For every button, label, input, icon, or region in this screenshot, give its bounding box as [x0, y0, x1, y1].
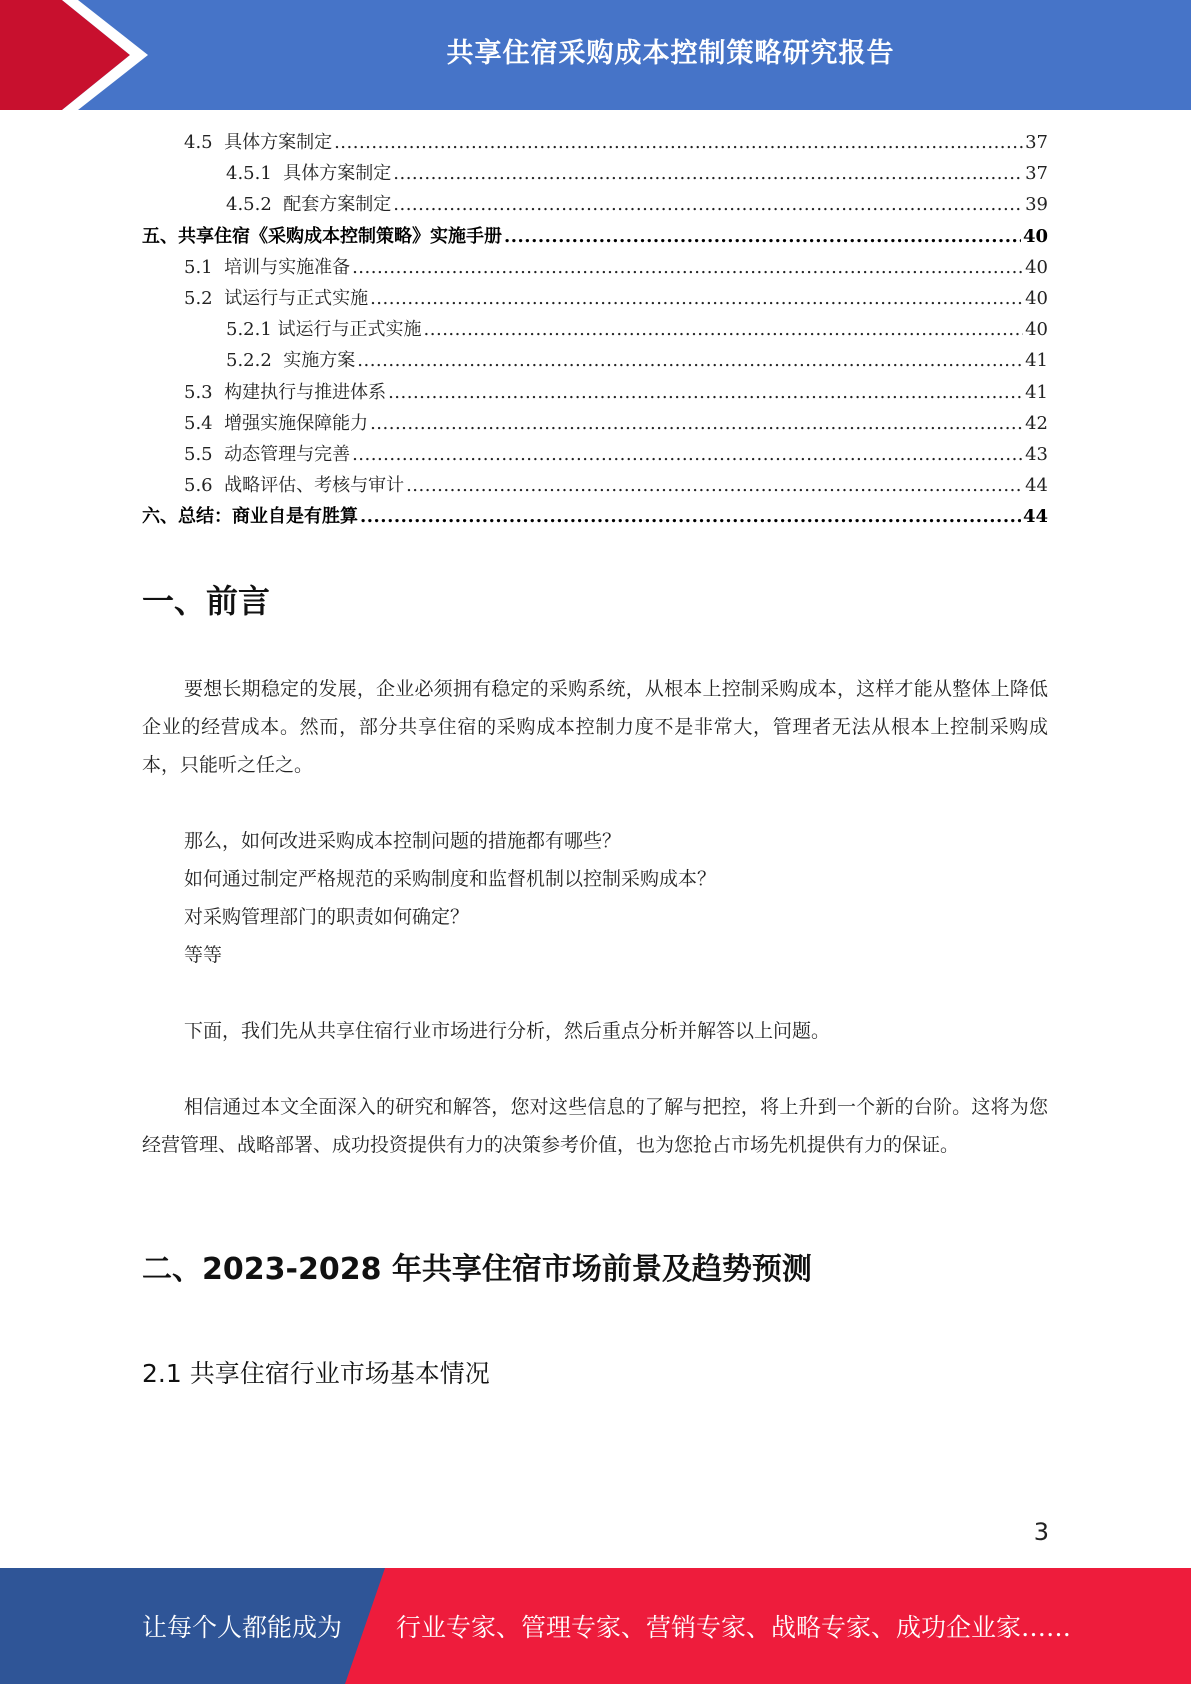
toc-entry[interactable]: [142, 378, 1048, 409]
paragraph: 相信通过本文全面深入的研究和解答，您对这些信息的了解与把控，将上升到一个新的台阶。这将为您经营管理、战略部署、成功投资提供有力的决策参考价值，也为您抢占市场先机提供有力的保证。: [142, 1096, 1048, 1156]
toc-entry[interactable]: [142, 159, 1048, 190]
toc-entry-label: 五、共享住宿《采购成本控制策略》实施手册: [142, 225, 502, 247]
toc-entry-label: 5.2.1 试运行与正式实施: [226, 319, 422, 341]
paragraph: 要想长期稳定的发展，企业必须拥有稳定的采购系统，从根本上控制采购成本，这样才能从整体上降低企业的经营成本。然而，部分共享住宿的采购成本控制力度不是非常大，管理者无法从根本上控制采购成本，只能听之任之。: [142, 678, 1048, 776]
toc-entry[interactable]: [142, 253, 1048, 284]
toc-entry-label: 5.2 试运行与正式实施: [184, 287, 369, 309]
footer-slogan-right: 行业专家、管理专家、营销专家、战略专家、成功企业家……: [396, 1613, 1072, 1642]
section-heading-forecast: 二、2023-2028 年共享住宿市场前景及趋势预测: [142, 1252, 812, 1287]
footer-slogan-left: 让每个人都能成为: [142, 1613, 343, 1642]
toc-entry[interactable]: [142, 128, 1048, 159]
toc-entry[interactable]: [142, 502, 1048, 533]
toc-entry[interactable]: [142, 315, 1048, 346]
toc-dot-leader: [357, 350, 1023, 371]
toc-dot-leader: [406, 475, 1023, 496]
toc-dot-leader: [388, 382, 1023, 403]
toc-entry-page: 40: [1025, 319, 1048, 341]
toc-dot-leader: [352, 257, 1023, 278]
toc-entry-page: 42: [1025, 412, 1048, 434]
toc-entry-page: 39: [1025, 194, 1048, 216]
toc-entry-page: 37: [1025, 132, 1048, 153]
toc-dot-leader: [334, 132, 1023, 153]
toc-entry-label: 六、总结：商业自是有胜算: [142, 506, 358, 528]
toc-entry-label: 5.5 动态管理与完善: [184, 443, 351, 465]
toc-entry-page: 40: [1025, 287, 1048, 309]
toc-dot-leader: [370, 288, 1023, 309]
toc-dot-leader: [360, 506, 1021, 527]
section-heading-preface: 一、前言: [142, 582, 271, 620]
toc-entry-label: 5.6 战略评估、考核与审计: [184, 475, 405, 497]
toc-entry-label: 4.5.1 具体方案制定: [226, 163, 392, 185]
toc-entry-page: 40: [1022, 225, 1048, 247]
toc-dot-leader: [393, 194, 1023, 215]
toc-entry-page: 44: [1022, 506, 1048, 528]
toc-entry[interactable]: [142, 346, 1048, 377]
toc-entry[interactable]: [142, 190, 1048, 221]
toc-entry-label: 5.1 培训与实施准备: [184, 256, 351, 278]
toc-dot-leader: [370, 413, 1023, 434]
toc-entry[interactable]: [142, 409, 1048, 440]
toc-entry-page: 43: [1025, 443, 1048, 465]
toc-entry-page: 40: [1025, 256, 1048, 278]
report-title: 共享住宿采购成本控制策略研究报告: [446, 37, 895, 69]
table-of-contents: [142, 128, 1048, 533]
toc-entry[interactable]: [142, 284, 1048, 315]
question-item: 如何通过制定严格规范的采购制度和监督机制以控制采购成本？: [184, 868, 717, 890]
question-item: 等等: [184, 944, 223, 966]
toc-entry-label: 5.4 增强实施保障能力: [184, 412, 369, 434]
toc-dot-leader: [424, 319, 1024, 340]
page-header: [0, 0, 1191, 110]
toc-entry-page: 41: [1025, 350, 1048, 372]
toc-entry[interactable]: [142, 222, 1048, 253]
toc-dot-leader: [393, 163, 1023, 184]
subsection-heading: 2.1 共享住宿行业市场基本情况: [142, 1359, 490, 1388]
paragraph: 下面，我们先从共享住宿行业市场进行分析，然后重点分析并解答以上问题。: [184, 1020, 831, 1042]
toc-entry[interactable]: [142, 440, 1048, 471]
toc-dot-leader: [504, 226, 1021, 247]
page-number: 3: [1033, 1518, 1049, 1546]
header-chevron-icon: [0, 0, 160, 110]
toc-entry-label: 5.3 构建执行与推进体系: [184, 381, 387, 403]
toc-entry-page: 37: [1025, 163, 1048, 185]
question-item: 那么，如何改进采购成本控制问题的措施都有哪些？: [184, 830, 622, 852]
toc-entry-label: 4.5.2 配套方案制定: [226, 194, 392, 216]
toc-entry[interactable]: [142, 471, 1048, 502]
toc-entry-page: 41: [1025, 381, 1048, 403]
toc-entry-page: 44: [1025, 475, 1048, 497]
toc-dot-leader: [352, 444, 1023, 465]
toc-entry-label: 5.2.2 实施方案: [226, 350, 356, 372]
question-item: 对采购管理部门的职责如何确定？: [184, 906, 470, 928]
page-footer: [0, 1568, 1191, 1684]
toc-entry-label: 4.5 具体方案制定: [184, 132, 333, 153]
